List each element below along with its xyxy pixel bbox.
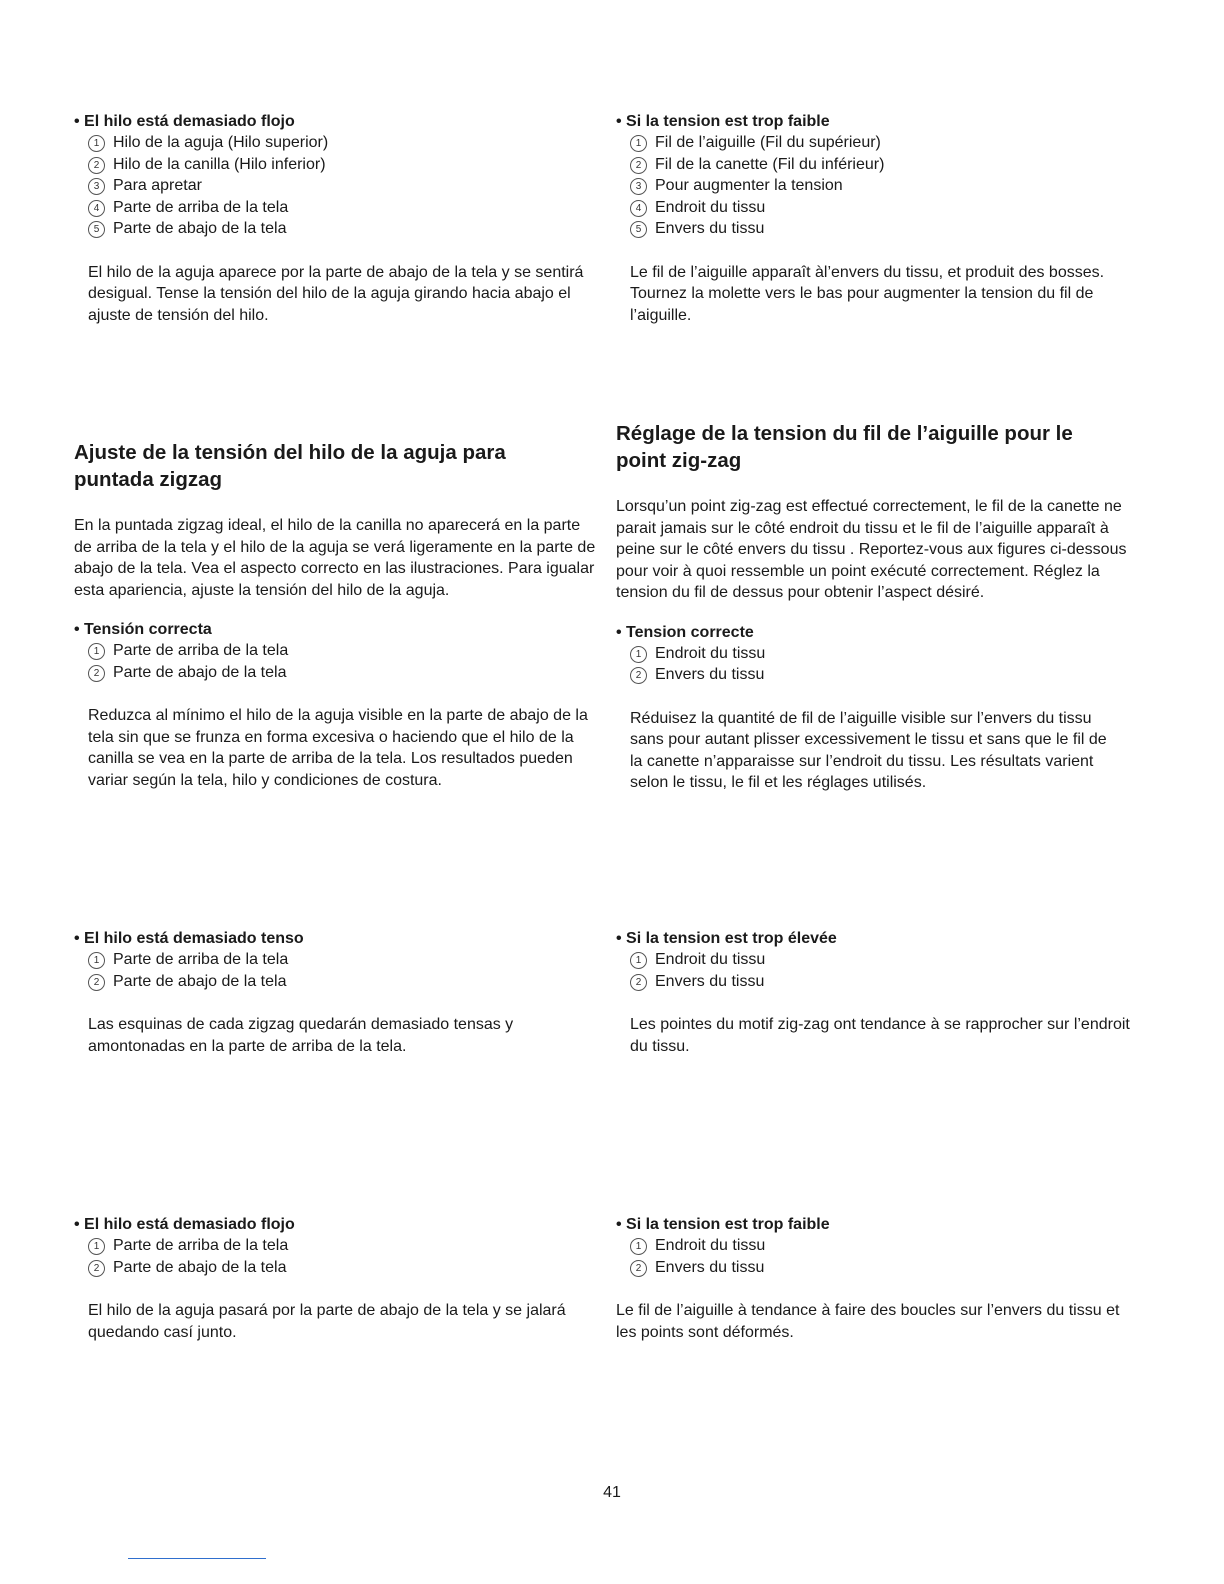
section-zigzag-too-loose-es — [74, 1214, 599, 1343]
circled-number: 1 — [630, 646, 647, 663]
bullet-title: • El hilo está demasiado flojo — [74, 111, 599, 132]
section-heading: Réglage de la tension du fil de l’aiguille pour le point zig-zag — [616, 422, 1073, 472]
item-label: Hilo de la canilla (Hilo inferior) — [113, 155, 326, 173]
circled-number: 4 — [630, 200, 647, 217]
item-label: Envers du tissu — [655, 666, 765, 683]
body-paragraph: Las esquinas de cada zigzag quedarán demasiado tensas y amontonadas en la parte de arriba de la tela. — [88, 1016, 514, 1055]
body-paragraph: Les pointes du motif zig-zag ont tendance à se rapprocher sur l’endroit du tissu. — [630, 1016, 1130, 1055]
parts-list — [74, 132, 599, 240]
body-paragraph: Réduisez la quantité de fil de l’aiguille visible sur l’envers du tissu sans pour autant plisser excessivement le tissu et sans que le fil de la canette n’apparaisse sur l’endroit du tissu. Les résultats varient selon le tissu, le fil et les réglages utilisés. — [630, 709, 1107, 791]
circled-number: 2 — [630, 157, 647, 174]
item-label: Parte de abajo de la tela — [113, 663, 287, 681]
item-label: Parte de abajo de la tela — [113, 972, 287, 990]
body-paragraph: El hilo de la aguja pasará por la parte de abajo de la tela y se jalará quedando casí junto. — [88, 1302, 566, 1341]
circled-number: 2 — [88, 1260, 105, 1277]
item-label: Endroit du tissu — [655, 951, 766, 968]
circled-number: 2 — [630, 667, 647, 684]
list-item — [630, 1235, 1146, 1257]
list-item — [88, 1257, 599, 1279]
list-item — [88, 1235, 599, 1257]
parts-list — [74, 1235, 599, 1278]
item-label: Parte de arriba de la tela — [113, 642, 289, 659]
list-item — [630, 1257, 1146, 1279]
item-label: Fil de l’aiguille (Fil du supérieur) — [655, 134, 881, 151]
list-item — [630, 197, 1146, 219]
section-too-loose-es — [74, 111, 599, 326]
footer-divider — [128, 1558, 266, 1559]
section-too-tight-es — [74, 928, 599, 1057]
list-item — [630, 643, 1146, 665]
item-label: Parte de abajo de la tela — [113, 1258, 287, 1276]
circled-number: 5 — [88, 221, 105, 238]
circled-number: 1 — [88, 952, 105, 969]
bullet-title: • El hilo está demasiado flojo — [74, 1214, 599, 1235]
bullet-title: • Si la tension est trop faible — [616, 1214, 1146, 1235]
item-label: Endroit du tissu — [655, 644, 766, 662]
item-label: Fil de la canette (Fil du inférieur) — [655, 155, 885, 173]
list-item — [88, 971, 599, 993]
list-item — [88, 640, 599, 662]
body-paragraph: El hilo de la aguja aparece por la parte de abajo de la tela y se sentirá desigual. Tense la tensión del hilo de la aguja girando hacia abajo el ajuste de tensión del hilo. — [88, 263, 584, 324]
section-too-loose-fr — [616, 111, 1146, 326]
circled-number: 3 — [88, 178, 105, 195]
circled-number: 1 — [88, 643, 105, 660]
bullet-title: • El hilo está demasiado tenso — [74, 928, 599, 949]
circled-number: 2 — [88, 974, 105, 991]
list-item — [88, 949, 599, 971]
intro-paragraph: Lorsqu’un point zig-zag est effectué correctement, le fil de la canette ne parait jamais sur le côté endroit du tissu et le fil de l’aiguille apparaît à peine sur le côté envers du tissu . Reportez-vous aux figures ci-dessous pour voir à quoi ressemble un point exécuté correctement. Réglez la tension du fil de dessus pour obtenir l’aspect désiré. — [616, 498, 1127, 601]
intro-paragraph: En la puntada zigzag ideal, el hilo de la canilla no aparecerá en la parte de arriba de la tela y el hilo de la aguja se verá ligeramente en la parte de abajo de la tela. Vea el aspecto correcto en las ilustraciones. Para igualar esta apariencia, ajuste la tensión del hilo de la aguja. — [74, 517, 596, 599]
list-item — [630, 949, 1146, 971]
bullet-title: • Tension correcte — [616, 622, 1146, 643]
parts-list — [74, 949, 599, 992]
list-item — [88, 197, 599, 219]
item-label: Parte de arriba de la tela — [113, 1237, 289, 1254]
circled-number: 5 — [630, 221, 647, 238]
item-label: Parte de abajo de la tela — [113, 220, 287, 237]
item-label: Endroit du tissu — [655, 198, 766, 216]
bullet-title: • Si la tension est trop élevée — [616, 928, 1146, 949]
list-item — [88, 218, 599, 240]
parts-list — [74, 640, 599, 683]
item-label: Parte de arriba de la tela — [113, 951, 289, 968]
section-too-tight-fr — [616, 928, 1146, 1057]
bullet-title: • Si la tension est trop faible — [616, 111, 1146, 132]
section-zigzag-tension-es — [74, 440, 599, 791]
list-item — [88, 132, 599, 154]
list-item — [88, 662, 599, 684]
list-item — [630, 175, 1146, 197]
circled-number: 1 — [630, 135, 647, 152]
body-paragraph: Le fil de l’aiguille à tendance à faire des boucles sur l’envers du tissu et les points sont déformés. — [616, 1302, 1120, 1341]
circled-number: 2 — [630, 1260, 647, 1277]
list-item — [630, 971, 1146, 993]
circled-number: 2 — [88, 157, 105, 174]
circled-number: 1 — [88, 135, 105, 152]
section-zigzag-too-loose-fr — [616, 1214, 1146, 1343]
page-number: 41 — [603, 1484, 621, 1501]
body-paragraph: Le fil de l’aiguille apparaît àl’envers du tissu, et produit des bosses. Tournez la molette vers le bas pour augmenter la tension du fil de l’aiguille. — [630, 263, 1105, 324]
circled-number: 3 — [630, 178, 647, 195]
item-label: Endroit du tissu — [655, 1237, 766, 1254]
circled-number: 4 — [88, 200, 105, 217]
item-label: Hilo de la aguja (Hilo superior) — [113, 134, 329, 151]
list-item — [88, 175, 599, 197]
parts-list — [616, 1235, 1146, 1278]
bullet-title: • Tensión correcta — [74, 619, 599, 640]
list-item — [630, 154, 1146, 176]
parts-list — [616, 949, 1146, 992]
list-item — [630, 664, 1146, 686]
list-item — [630, 218, 1146, 240]
list-item — [630, 132, 1146, 154]
item-label: Pour augmenter la tension — [655, 177, 843, 194]
body-paragraph: Reduzca al mínimo el hilo de la aguja visible en la parte de abajo de la tela sin que se frunza en forma excesiva o haciendo que el hilo de la canilla se vea en la parte de arriba de la tela. Los resultados pueden variar según la tela, hilo y condiciones de costura. — [88, 707, 588, 789]
section-zigzag-tension-fr — [616, 421, 1146, 794]
item-label: Envers du tissu — [655, 220, 765, 237]
circled-number: 2 — [88, 665, 105, 682]
circled-number: 1 — [88, 1238, 105, 1255]
item-label: Para apretar — [113, 177, 202, 194]
item-label: Envers du tissu — [655, 1258, 765, 1276]
item-label: Envers du tissu — [655, 972, 765, 990]
list-item — [88, 154, 599, 176]
section-heading: Ajuste de la tensión del hilo de la aguja para puntada zigzag — [74, 441, 506, 491]
parts-list — [616, 643, 1146, 686]
item-label: Parte de arriba de la tela — [113, 198, 289, 216]
parts-list — [616, 132, 1146, 240]
circled-number: 2 — [630, 974, 647, 991]
circled-number: 1 — [630, 1238, 647, 1255]
circled-number: 1 — [630, 952, 647, 969]
